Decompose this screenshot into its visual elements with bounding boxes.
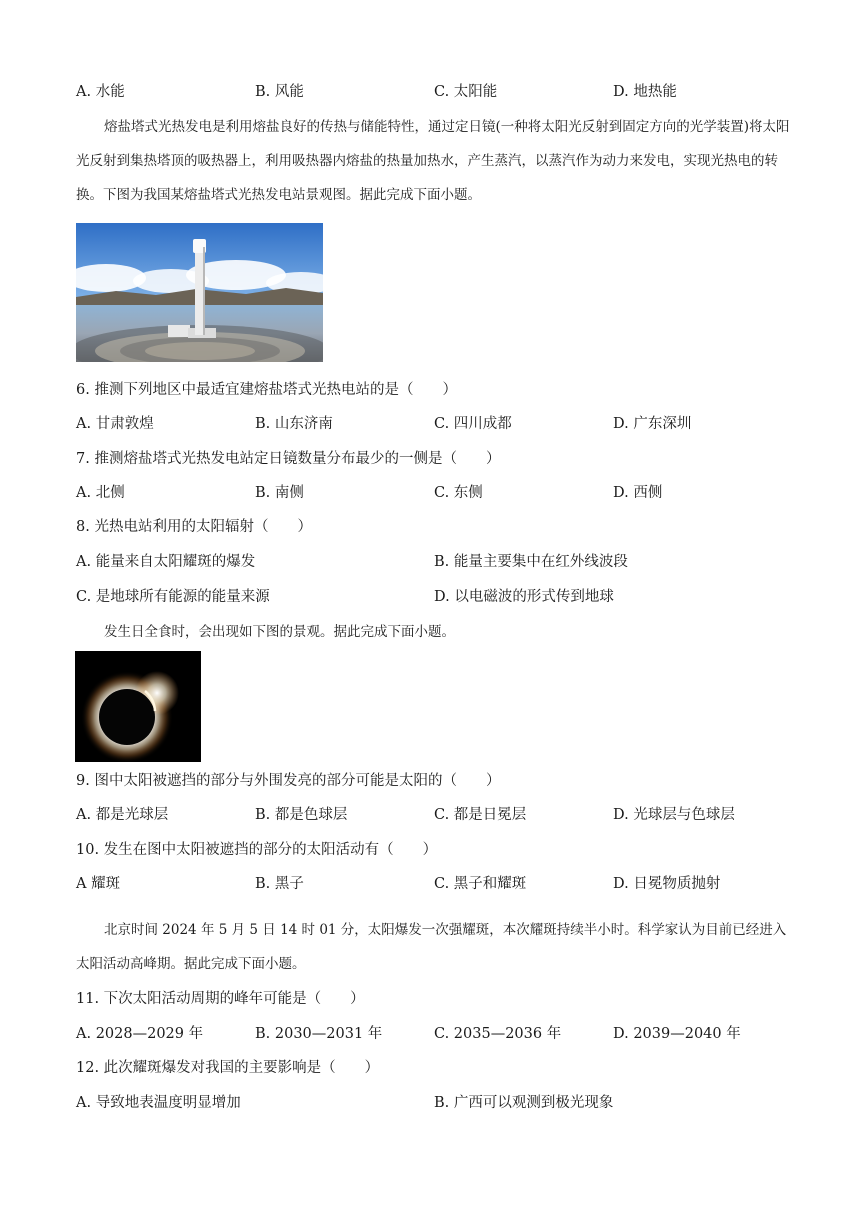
passage-solar-flare — [76, 913, 792, 981]
q6-option-b: B. 山东济南 — [255, 416, 333, 432]
q8-option-d: D. 以电磁波的形式传到地球 — [434, 589, 614, 605]
q5-option-d: D. 地热能 — [613, 84, 677, 100]
q8-option-c: C. 是地球所有能源的能量来源 — [76, 589, 270, 605]
q11-option-a: A. 2028—2029 年 — [76, 1026, 204, 1042]
q7-option-b: B. 南侧 — [255, 485, 304, 501]
q7-option-c: C. 东侧 — [434, 485, 483, 501]
q10-option-c: C. 黑子和耀斑 — [434, 876, 527, 892]
q9-option-c: C. 都是日冕层 — [434, 807, 527, 823]
q5-option-c: C. 太阳能 — [434, 84, 498, 100]
q8-option-a: A. 能量来自太阳耀斑的爆发 — [76, 554, 256, 570]
q11-option-b: B. 2030—2031 年 — [255, 1026, 383, 1042]
q11-option-d: D. 2039—2040 年 — [613, 1026, 741, 1042]
q12-option-a: A. 导致地表温度明显增加 — [76, 1095, 241, 1111]
question-7-stem: 7. 推测熔盐塔式光热发电站定日镜数量分布最少的一侧是（ ） — [76, 451, 501, 467]
question-10-stem: 10. 发生在图中太阳被遮挡的部分的太阳活动有（ ） — [76, 842, 438, 858]
q9-option-a: A. 都是光球层 — [76, 807, 169, 823]
q10-option-d: D. 日冕物质抛射 — [613, 876, 721, 892]
q7-option-a: A. 北侧 — [76, 485, 125, 501]
q9-option-d: D. 光球层与色球层 — [613, 807, 735, 823]
question-9-stem: 9. 图中太阳被遮挡的部分与外围发亮的部分可能是太阳的（ ） — [76, 773, 501, 789]
q10-option-a: A 耀斑 — [76, 876, 121, 892]
question-8-stem: 8. 光热电站利用的太阳辐射（ ） — [76, 519, 312, 535]
question-11-stem: 11. 下次太阳活动周期的峰年可能是（ ） — [76, 991, 365, 1007]
passage-eclipse-text: 发生日全食时，会出现如下图的景观。据此完成下面小题。 — [104, 624, 455, 640]
q7-option-d: D. 西侧 — [613, 485, 663, 501]
solar-tower-photo — [76, 223, 323, 362]
q8-option-b: B. 能量主要集中在红外线波段 — [434, 554, 628, 570]
q6-option-a: A. 甘肃敦煌 — [76, 416, 154, 432]
q5-option-b: B. 风能 — [255, 84, 304, 100]
q5-option-a: A. 水能 — [76, 84, 125, 100]
passage-molten-salt-text: 熔盐塔式光热发电是利用熔盐良好的传热与储能特性，通过定日镜(一种将太阳光反射到固定方向的光学装置)将太阳光反射到集热塔顶的吸热器上，利用吸热器内熔盐的热量加热水，产生蒸汽，以蒸汽作为动力来发电，实现光热电的转换。下图为我国某熔盐塔式光热发电站景观图。据此完成下面小题。 — [76, 119, 790, 203]
q9-option-b: B. 都是色球层 — [255, 807, 348, 823]
passage-solar-flare-text: 北京时间 2024 年 5 月 5 日 14 时 01 分，太阳爆发一次强耀斑，本次耀斑持续半小时。科学家认为目前已经进入太阳活动高峰期。据此完成下面小题。 — [76, 922, 787, 972]
q6-option-c: C. 四川成都 — [434, 416, 512, 432]
q6-option-d: D. 广东深圳 — [613, 416, 692, 432]
passage-eclipse — [76, 615, 792, 649]
question-6-stem: 6. 推测下列地区中最适宜建熔盐塔式光热电站的是（ ） — [76, 382, 457, 398]
passage-molten-salt — [76, 110, 792, 212]
q12-option-b: B. 广西可以观测到极光现象 — [434, 1095, 614, 1111]
solar-eclipse-photo — [75, 651, 201, 762]
question-12-stem: 12. 此次耀斑爆发对我国的主要影响是（ ） — [76, 1060, 380, 1076]
q10-option-b: B. 黑子 — [255, 876, 304, 892]
q11-option-c: C. 2035—2036 年 — [434, 1026, 562, 1042]
